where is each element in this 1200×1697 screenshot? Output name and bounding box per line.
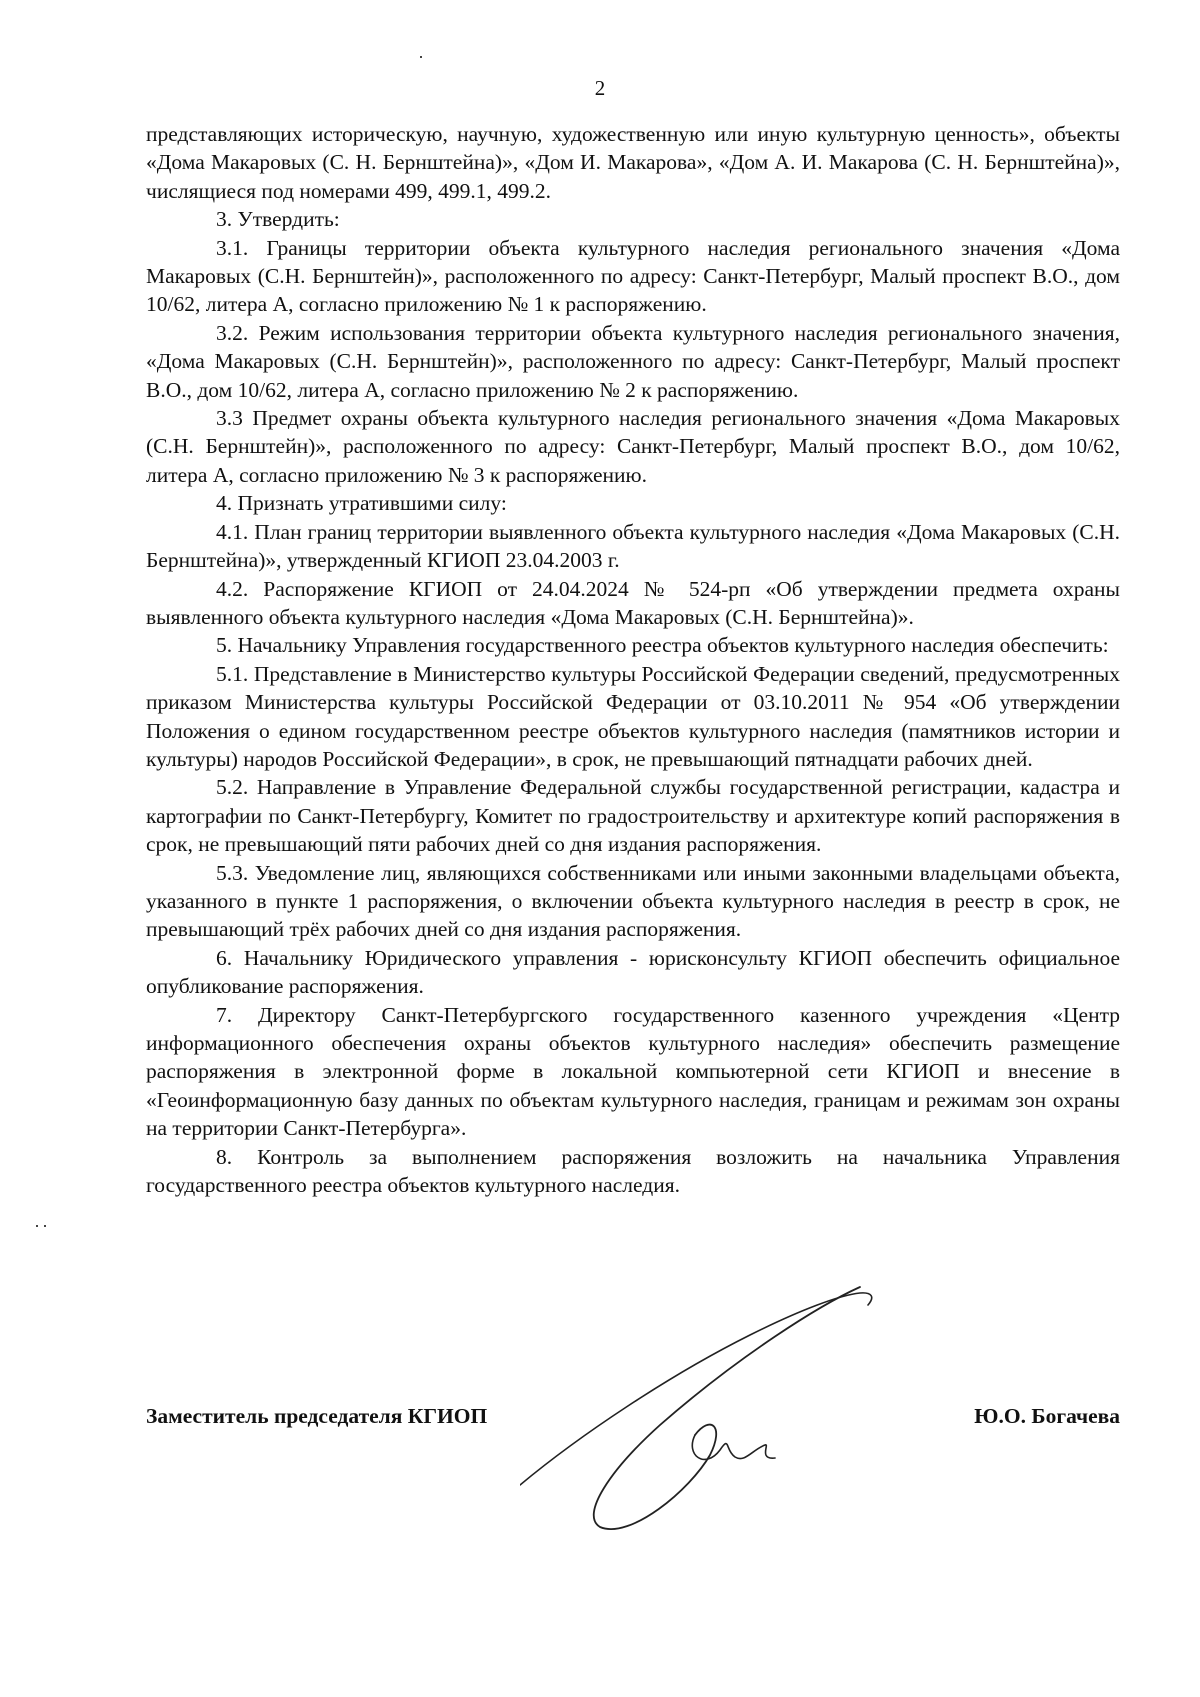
scan-speck xyxy=(420,56,422,58)
paragraph-item-5-2: 5.2. Направление в Управление Федеральной службы государственной регистрации, кадастра и картографии по Санкт-Петербургу, Комитет по градостроительству и архитектуре копий распоряжения в срок, не превышающий пяти рабочих дней со дня издания распоряжения. xyxy=(146,775,1120,857)
scan-speck xyxy=(36,1225,38,1227)
paragraph-item-4-2: 4.2. Распоряжение КГИОП от 24.04.2024 № 524-рп «Об утверждении предмета охраны выявленного объекта культурного наследия «Дома Макаровых (С.Н. Бернштейна)». xyxy=(146,576,1120,629)
paragraph-item-5-1: 5.1. Представление в Министерство культуры Российской Федерации сведений, предусмотренных приказом Министерства культуры Российской Федерации от 03.10.2011 № 954 «Об утверждении Положения о едином государственном реестре объектов культурного наследия (памятников истории и культуры) народов Российской Федерации», в срок, не превышающий пятнадцати рабочих дней. xyxy=(146,661,1120,771)
paragraph-item-6: 6. Начальнику Юридического управления - юрисконсульту КГИОП обеспечить официальное опубликование распоряжения. xyxy=(146,945,1120,999)
paragraph-item-5-3: 5.3. Уведомление лиц, являющихся собственниками или иными законными владельцами объекта, указанного в пункте 1 распоряжения, о включении объекта культурного наследия в реестр в срок, не превышающий трёх рабочих дней со дня издания распоряжения. xyxy=(146,860,1120,942)
paragraph-item-3-1: 3.1. Границы территории объекта культурного наследия регионального значения «Дома Макаровых (С.Н. Бернштейн)», расположенного по адресу: Санкт-Петербург, Малый проспект В.О., дом 10/62, литера А, согласно приложению № 1 к распоряжению. xyxy=(146,235,1120,317)
paragraph-item-4-1: 4.1. План границ территории выявленного объекта культурного наследия «Дома Макаровых (С.Н. Бернштейна)», утвержденный КГИОП 23.04.2003 г. xyxy=(146,519,1120,573)
paragraph-item-4: 4. Признать утратившими силу: xyxy=(216,491,507,516)
signatory-name: Ю.О. Богачева xyxy=(974,1404,1120,1428)
paragraph-intro-continuation: представляющих историческую, научную, художественную или иную культурную ценность», объекты «Дома Макаровых (С. Н. Бернштейна)», «Дом И. Макарова», «Дом А. И. Макарова (С. Н. Бернштейна)», числящиеся под номерами 499, 499.1, 499.2. xyxy=(146,122,1120,203)
handwritten-signature xyxy=(520,1275,940,1535)
paragraph-item-8: 8. Контроль за выполнением распоряжения возложить на начальника Управления государственного реестра объектов культурного наследия. xyxy=(146,1144,1120,1198)
page-number: 2 xyxy=(594,76,606,100)
paragraph-item-3-3: 3.3 Предмет охраны объекта культурного наследия регионального значения «Дома Макаровых (С.Н. Бернштейн)», расположенного по адресу: Санкт-Петербург, Малый проспект В.О., дом 10/62, литера А, согласно приложению № 3 к распоряжению. xyxy=(146,406,1120,487)
document-body xyxy=(146,120,1120,1199)
scan-speck xyxy=(44,1225,46,1227)
paragraph-item-3: 3. Утвердить: xyxy=(216,207,340,232)
paragraph-item-3-2: 3.2. Режим использования территории объекта культурного наследия регионального значения, «Дома Макаровых (С.Н. Бернштейн)», расположенного по адресу: Санкт-Петербург, Малый проспект В.О., дом 10/62, литера А, согласно приложению № 2 к распоряжению. xyxy=(146,320,1120,402)
signatory-position: Заместитель председателя КГИОП xyxy=(146,1404,488,1428)
paragraph-item-5: 5. Начальнику Управления государственного реестра объектов культурного наследия обеспечить: xyxy=(216,633,1109,658)
paragraph-item-7: 7. Директору Санкт-Петербургского государственного казенного учреждения «Центр информационного обеспечения охраны объектов культурного наследия» обеспечить размещение распоряжения в электронной форме в локальной компьютерной сети КГИОП и внесение в «Геоинформационную базу данных по объектам культурного наследия, границам и режимам зон охраны на территории Санкт-Петербурга». xyxy=(146,1002,1120,1141)
